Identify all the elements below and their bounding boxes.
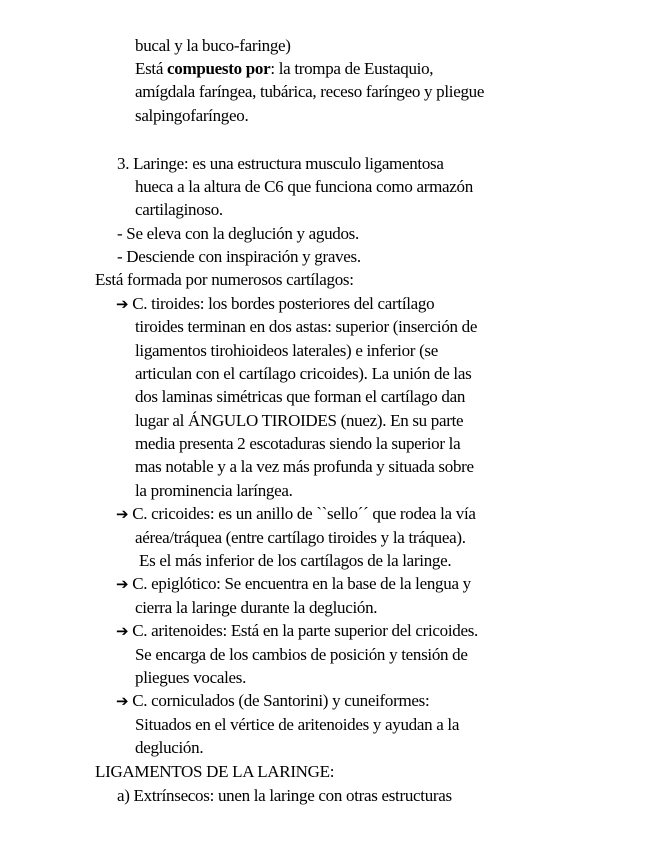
section-heading: LIGAMENTOS DE LA LARINGE: <box>95 762 335 781</box>
list-item <box>116 292 434 316</box>
arrow-icon: ➔ <box>116 622 129 640</box>
composed-line <box>135 57 433 80</box>
laringe-heading: 3. Laringe: es una estructura musculo ligamentosa <box>117 154 444 173</box>
text-line: ligamentos tirohioideos laterales) e inferior (se <box>135 341 438 360</box>
composed-bold: compuesto por <box>167 59 271 78</box>
composed-pre: Está <box>135 59 168 78</box>
text-line: Está formada por numerosos cartílagos: <box>95 270 354 289</box>
list-item <box>116 572 471 596</box>
list-item <box>116 502 476 526</box>
item-text: C. epiglótico: Se encuentra en la base de la lengua y <box>132 574 471 593</box>
text-line: cierra la laringe durante la deglución. <box>135 598 378 617</box>
item-text: C. cricoides: es un anillo de ``sello´´ que rodea la vía <box>132 504 476 523</box>
dash-item: - Se eleva con la deglución y agudos. <box>117 224 359 243</box>
text-line: hueca a la altura de C6 que funciona como armazón <box>135 177 473 196</box>
dash-item: - Desciende con inspiración y graves. <box>117 247 361 266</box>
text-line: Situados en el vértice de aritenoides y ayudan a la <box>135 715 460 734</box>
text-line: a) Extrínsecos: unen la laringe con otras estructuras <box>117 786 452 805</box>
arrow-icon: ➔ <box>116 575 129 593</box>
text-line: aérea/tráquea (entre cartílago tiroides y la tráquea). <box>135 528 466 547</box>
text-line: dos laminas simétricas que forman el cartílago dan <box>135 387 466 406</box>
text-line: cartilaginoso. <box>135 200 223 219</box>
text-line: deglución. <box>135 738 204 757</box>
text-line: salpingofaríngeo. <box>135 106 249 125</box>
text-line: lugar al ÁNGULO TIROIDES (nuez). En su parte <box>135 411 464 430</box>
text-line: Se encarga de los cambios de posición y tensión de <box>135 645 468 664</box>
text-line: tiroides terminan en dos astas: superior (inserción de <box>135 317 478 336</box>
arrow-icon: ➔ <box>116 505 129 523</box>
item-text: C. tiroides: los bordes posteriores del cartílago <box>132 294 435 313</box>
text-line: amígdala faríngea, tubárica, receso faríngeo y pliegue <box>135 82 485 101</box>
text-line: bucal y la buco-faringe) <box>135 36 291 55</box>
arrow-icon: ➔ <box>116 692 129 710</box>
text-line: media presenta 2 escotaduras siendo la superior la <box>135 434 461 453</box>
text-line: mas notable y a la vez más profunda y situada sobre <box>135 457 474 476</box>
text-line: pliegues vocales. <box>135 668 247 687</box>
text-line: articulan con el cartílago cricoides). La unión de las <box>135 364 472 383</box>
list-item <box>116 689 429 713</box>
text-line: la prominencia laríngea. <box>135 481 293 500</box>
composed-post: : la trompa de Eustaquio, <box>270 59 434 78</box>
arrow-icon: ➔ <box>116 295 129 313</box>
item-text: C. corniculados (de Santorini) y cuneiformes: <box>132 691 430 710</box>
item-text: C. aritenoides: Está en la parte superior del cricoides. <box>132 621 478 640</box>
list-item <box>116 619 478 643</box>
text-line: Es el más inferior de los cartílagos de la laringe. <box>139 551 452 570</box>
